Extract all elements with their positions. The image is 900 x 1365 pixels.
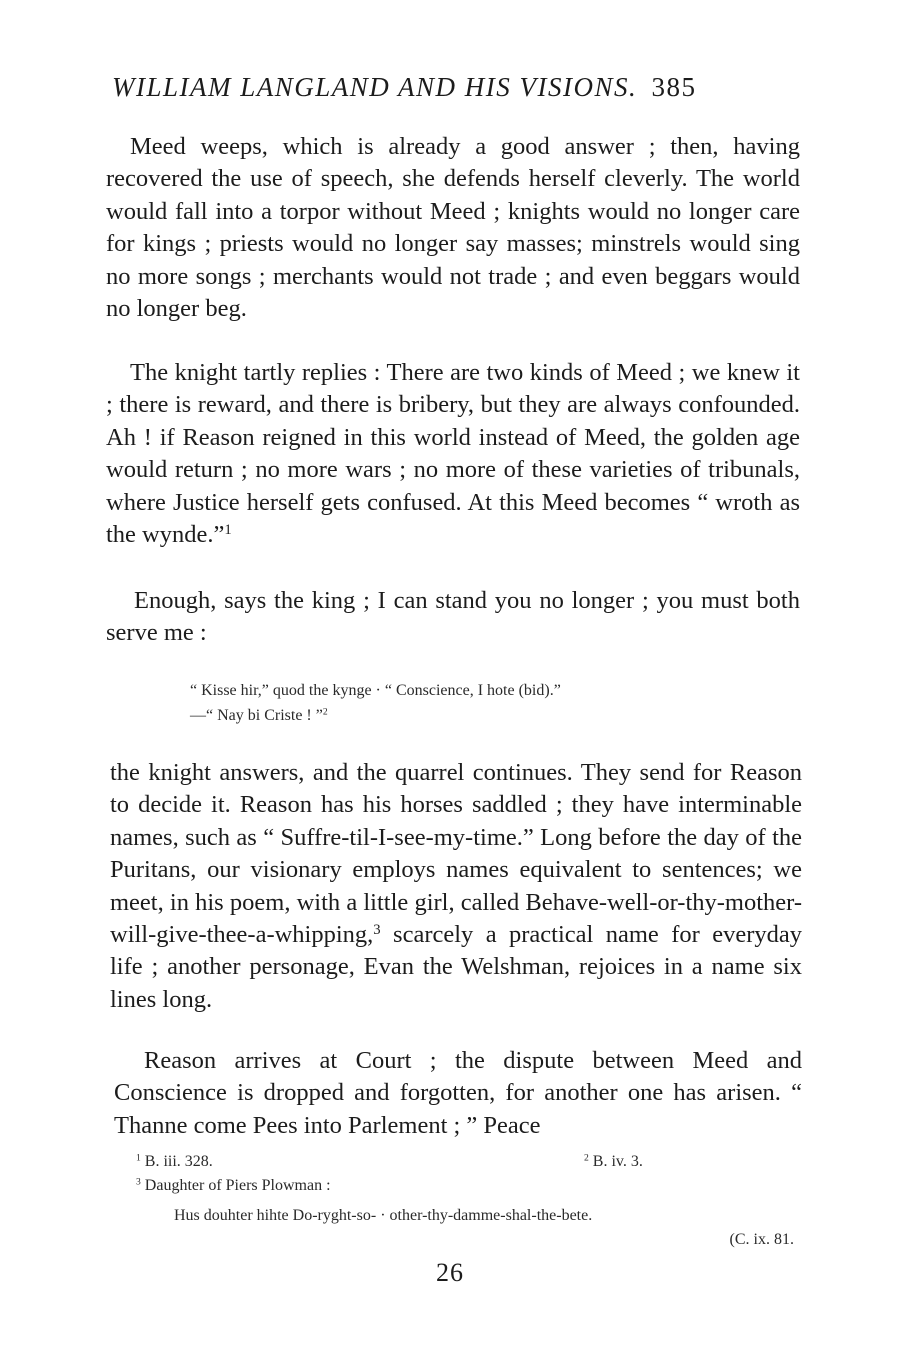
- running-head: [112, 72, 802, 103]
- quote-line: [190, 703, 561, 728]
- footnote-1: [136, 1153, 213, 1170]
- quote-line: “ Kisse hir,” quod the kynge · “ Conscience, I hote (bid).”: [190, 682, 561, 699]
- verse-quotation: [190, 678, 561, 728]
- paragraph-text: Enough, says the king ; I can stand you no longer ; you must both serve me :: [106, 587, 800, 647]
- footnote-2: [584, 1150, 643, 1174]
- paragraph-knight-replies: [106, 357, 800, 551]
- footnote-ref: 1: [224, 521, 232, 538]
- page-number: 385: [651, 72, 697, 102]
- footnote-ref: 2: [322, 706, 328, 718]
- footnote-3-quotation: Hus douhter hihte Do-ryght-so- · other-thy-damme-shal-the-bete.: [174, 1207, 593, 1224]
- paragraph-meed-weeps: [106, 131, 800, 325]
- footnote-text: Daughter of Piers Plowman :: [140, 1177, 331, 1194]
- footnote-3: [136, 1174, 802, 1198]
- footnote-mark: 3: [136, 1176, 141, 1188]
- footnote-row: [136, 1150, 802, 1174]
- footnote-ref: 3: [373, 921, 381, 938]
- paragraph-quarrel-continues: [110, 757, 802, 1016]
- signature-mark: 26: [436, 1258, 464, 1287]
- paragraph-text: Meed weeps, which is already a good answer ; then, having recovered the use of speech, she defends herself cleverly. The world would fall into a torpor without Meed ; knights would no longer care for kings ; priests would no longer say masses; minstrels would sing no more songs ; merchants would not trade ; and even beggars would no longer beg.: [106, 133, 800, 323]
- footnote-3-citation: (C. ix. 81.: [729, 1231, 794, 1248]
- running-head-title: WILLIAM LANGLAND AND HIS VISIONS.: [112, 72, 638, 102]
- footnote-mark: 2: [584, 1152, 589, 1164]
- footnote-mark: 1: [136, 1152, 141, 1164]
- footnotes: [136, 1150, 802, 1252]
- footnote-text: B. iv. 3.: [588, 1153, 643, 1170]
- paragraph-text-continued: scarcely a practical name for everyday life ; another personage, Evan the Welshman, rejoices in a name six lines long.: [110, 921, 802, 1013]
- paragraph-text: The knight tartly replies : There are two kinds of Meed ; we knew it ; there is reward, and there is bribery, but they are always confounded. Ah ! if Reason reigned in this world instead of Meed, the golden age would return ; no more wars ; no more of these varieties of tribunals, where Justice herself gets confused. At this Meed becomes “ wroth as the wynde.”: [106, 359, 800, 549]
- paragraph-reason-arrives: [114, 1045, 802, 1142]
- paragraph-text: Reason arrives at Court ; the dispute between Meed and Conscience is dropped and forgotten, for another one has arisen. “ Thanne come Pees into Parlement ; ” Peace: [114, 1047, 802, 1139]
- quote-line-text: —“ Nay bi Criste ! ”: [190, 707, 323, 724]
- paragraph-king-enough: [106, 585, 800, 650]
- paragraph-text: the knight answers, and the quarrel continues. They send for Reason to decide it. Reason has his horses saddled ; they have interminable names, such as “ Suffre-til-I-see-my-time.” Long before the day of the Puritans, our visionary employs names equivalent to sentences; we meet, in his poem, with a little girl, called Behave-well-or-thy-mother-will-give-thee-a-whipping,: [110, 759, 802, 949]
- footnote-text: B. iii. 328.: [140, 1153, 213, 1170]
